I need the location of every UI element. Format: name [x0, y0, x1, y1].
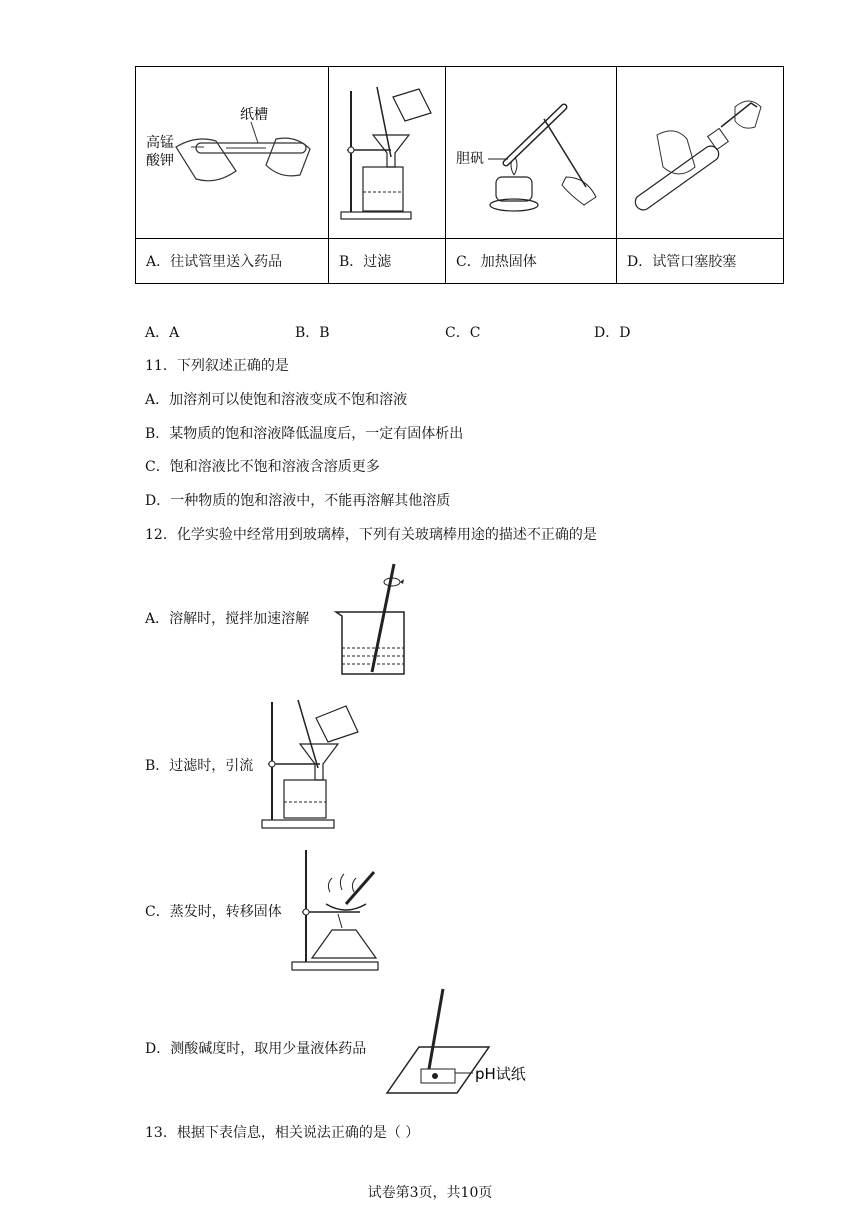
label-paper-trough: 纸槽	[240, 107, 268, 123]
image-heat-solid	[446, 67, 616, 234]
q10-caption-b: B．过滤	[329, 239, 446, 284]
q10-image-c	[446, 67, 617, 239]
q12-stem: 12．化学实验中经常用到玻璃棒，下列有关玻璃棒用途的描述不正确的是	[145, 527, 597, 543]
image-ph-paper	[385, 985, 535, 1097]
q10-option-c[interactable]: C．C	[445, 325, 481, 341]
label-kmno4-1: 高锰	[146, 135, 174, 151]
q10-option-d[interactable]: D．D	[594, 325, 631, 341]
q12-option-a[interactable]: A．溶解时，搅拌加速溶解	[145, 611, 310, 627]
q11-option-c[interactable]: C．饱和溶液比不饱和溶液含溶质更多	[145, 459, 380, 475]
q11-option-b[interactable]: B．某物质的饱和溶液降低温度后，一定有固体析出	[145, 426, 464, 442]
label-kmno4-2: 酸钾	[146, 153, 174, 169]
image-evaporation	[290, 848, 382, 972]
q10-image-b	[329, 67, 446, 239]
q13-stem: 13．根据下表信息，相关说法正确的是（ ）	[145, 1125, 420, 1141]
label-ph-paper: pH试纸	[475, 1065, 526, 1083]
q11-option-d[interactable]: D．一种物质的饱和溶液中，不能再溶解其他溶质	[145, 493, 451, 509]
q10-option-a[interactable]: A．A	[145, 325, 180, 341]
q10-table	[135, 66, 784, 284]
q11-option-a[interactable]: A．加溶剂可以使饱和溶液变成不饱和溶液	[145, 392, 408, 408]
q10-option-b[interactable]: B．B	[295, 325, 330, 341]
q11-stem: 11．下列叙述正确的是	[145, 358, 289, 374]
q10-image-a	[136, 67, 329, 239]
q10-caption-a: A．往试管里送入药品	[136, 239, 329, 284]
page-footer: 试卷第3页，共10页	[367, 1185, 493, 1201]
image-filtration	[329, 67, 445, 234]
image-stirring-beaker	[330, 560, 410, 682]
image-stopper-tube	[617, 67, 783, 234]
label-blue-vitriol: 胆矾	[456, 151, 484, 167]
image-insert-reagent	[136, 67, 328, 234]
q10-caption-c: C．加热固体	[446, 239, 617, 284]
q12-option-b[interactable]: B．过滤时，引流	[145, 758, 254, 774]
q10-image-d	[617, 67, 784, 239]
q12-option-c[interactable]: C．蒸发时，转移固体	[145, 904, 282, 920]
q12-option-d[interactable]: D．测酸碱度时，取用少量液体药品	[145, 1041, 367, 1057]
q10-caption-d: D．试管口塞胶塞	[617, 239, 784, 284]
image-filtration-pour	[258, 696, 362, 832]
